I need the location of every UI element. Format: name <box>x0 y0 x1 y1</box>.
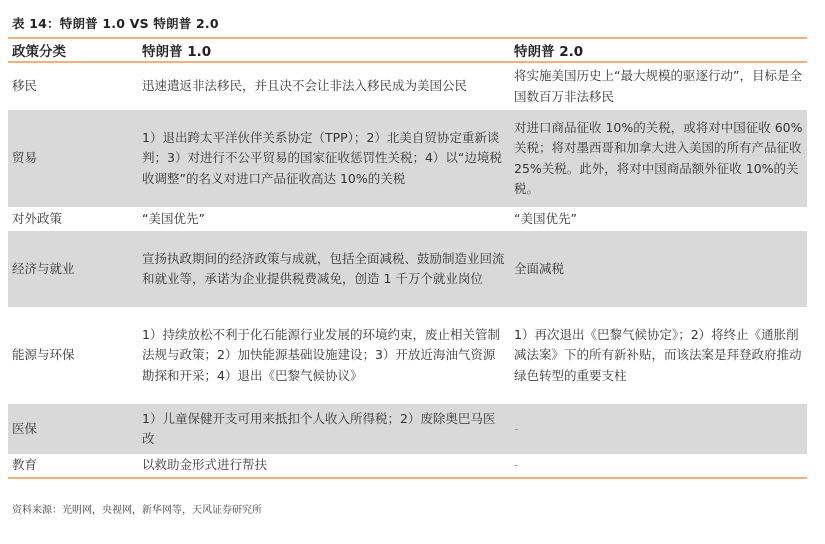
row-trump-2: 1）再次退出《巴黎气候协定》；2）将终止《通胀削减法案》下的所有新补贴，而该法案是拜登政府推动绿色转型的重要支柱 <box>514 326 802 383</box>
row-trump-2: “美国优先” <box>514 210 577 226</box>
row-trump-1: 迅速遣返非法移民，并且决不会让非法入移民成为美国公民 <box>142 78 468 94</box>
table-title: 表 14：特朗普 1.0 VS 特朗普 2.0 <box>12 16 219 31</box>
table-row <box>8 207 807 231</box>
row-category: 经济与就业 <box>8 231 138 307</box>
row-trump-2: 全面减税 <box>510 231 807 307</box>
header-row <box>8 39 807 62</box>
table-row <box>8 404 807 454</box>
table-row <box>8 231 807 307</box>
table-row <box>8 307 807 404</box>
row-trump-2: 对进口商品征收 10%的关税，或将对中国征收 60%关税；将对墨西哥和加拿大进入美国的所有产品征收 25%关税。此外，将对中国商品额外征收 10%的关税。 <box>510 110 807 207</box>
row-category: 能源与环保 <box>12 347 75 363</box>
row-trump-1: “美国优先” <box>142 210 205 226</box>
row-trump-1: 1）退出跨太平洋伙伴关系协定（TPP）；2）北美自贸协定重新谈判；3）对进行不公平贸易的国家征收惩罚性关税；4）以“边境税收调整”的名义对进口产品征收高达 10%的关税 <box>138 110 510 207</box>
row-trump-1: 1）持续放松不利于化石能源行业发展的环境约束，废止相关管制法规与政策；2）加快能源基础设施建设；3）开放近海油气资源勘探和开采；4）退出《巴黎气候协议》 <box>142 326 500 383</box>
header-trump-2: 特朗普 2.0 <box>510 39 807 62</box>
table-row <box>8 454 807 478</box>
row-trump-2: - <box>510 454 807 478</box>
table-row <box>8 110 807 207</box>
source-note: 资料来源：光明网，央视网，新华网等，天风证券研究所 <box>12 505 262 516</box>
row-category: 对外政策 <box>12 210 63 226</box>
row-category: 移民 <box>12 78 38 94</box>
table-row <box>8 62 807 110</box>
row-category: 贸易 <box>8 110 138 207</box>
policy-comparison-table <box>8 39 807 479</box>
row-trump-1: 以救助金形式进行帮扶 <box>138 454 510 478</box>
header-trump-1: 特朗普 1.0 <box>138 39 510 62</box>
row-trump-1: 1）儿童保健开支可用来抵扣个人收入所得税；2）废除奥巴马医改 <box>138 404 510 454</box>
row-trump-2: 将实施美国历史上“最大规模的驱逐行动”，目标是全国数百万非法移民 <box>514 68 802 104</box>
row-category: 医保 <box>8 404 138 454</box>
row-trump-1: 宣扬执政期间的经济政策与成就，包括全面减税、鼓励制造业回流和就业等，承诺为企业提供税费减免，创造 1 千万个就业岗位 <box>138 231 510 307</box>
row-trump-2: - <box>510 404 807 454</box>
row-category: 教育 <box>8 454 138 478</box>
header-category: 政策分类 <box>8 39 138 62</box>
